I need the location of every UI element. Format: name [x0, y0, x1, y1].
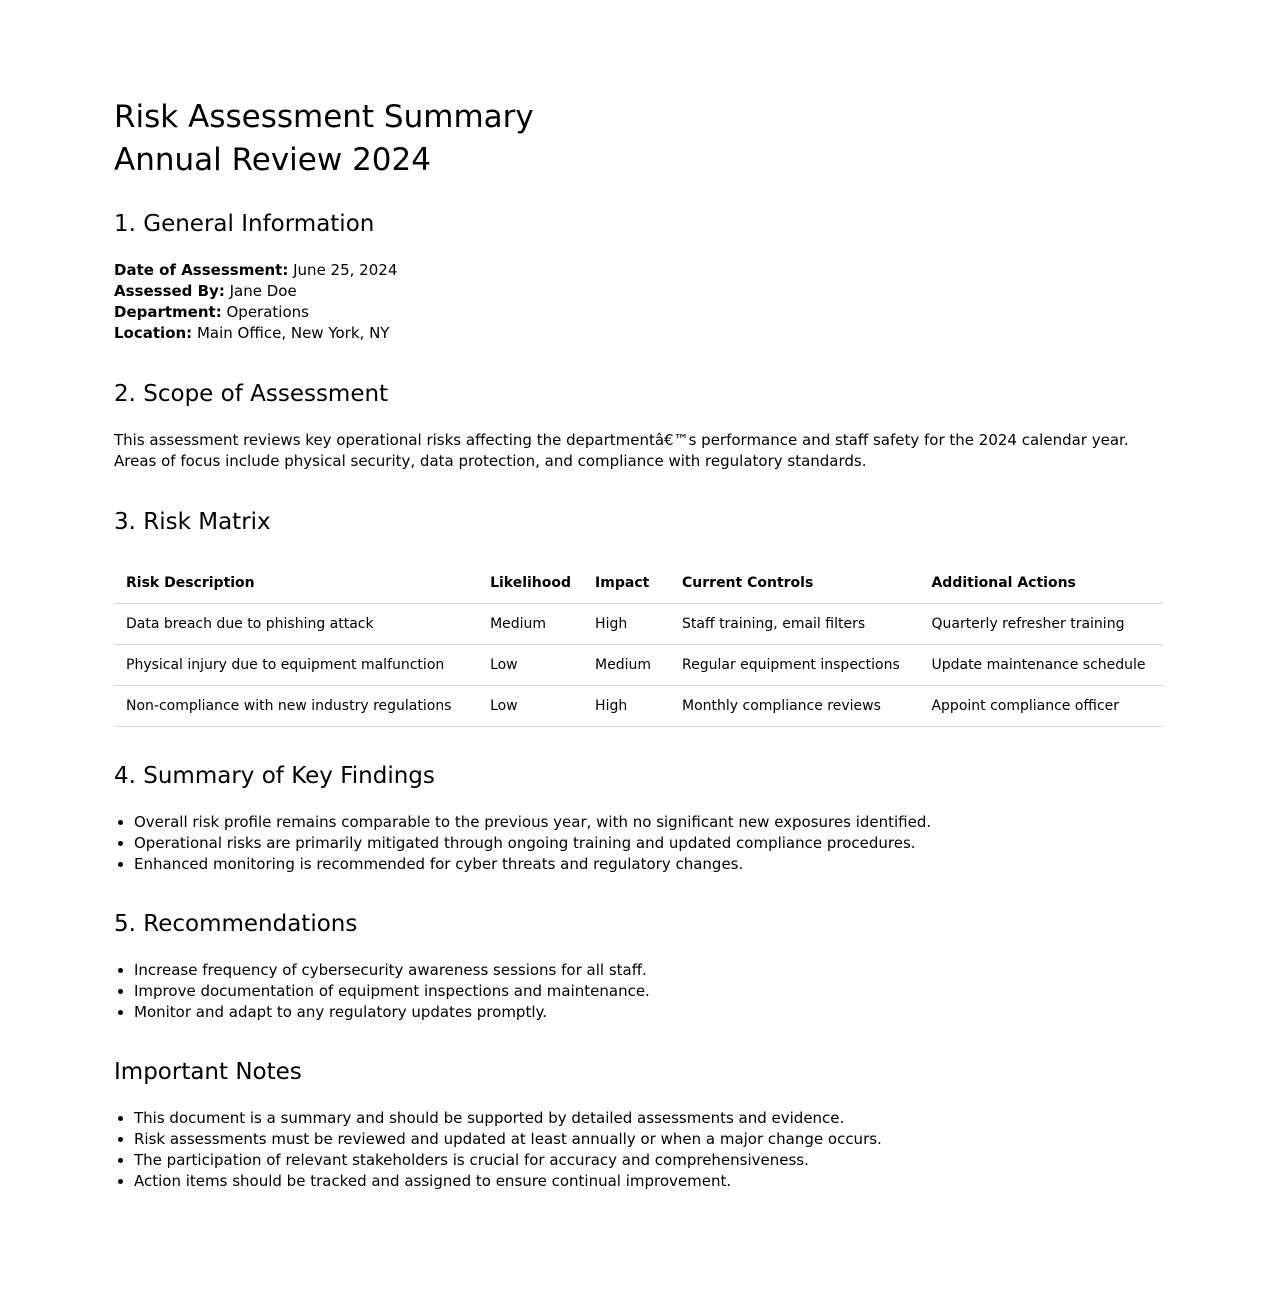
table-row [114, 604, 1164, 645]
table-cell: Update maintenance schedule [919, 645, 1164, 686]
document-title [114, 96, 1164, 182]
scope-section [114, 379, 1164, 472]
title-line-2: Annual Review 2024 [114, 142, 431, 178]
info-row-assessed-by [114, 281, 1164, 302]
list-item: • Monitor and adapt to any regulatory updates promptly. [134, 1002, 1164, 1023]
table-cell: High [583, 604, 670, 645]
list-item: • Risk assessments must be reviewed and updated at least annually or when a major change occurs. [134, 1129, 1164, 1150]
list-item: • Operational risks are primarily mitigated through ongoing training and updated compliance procedures. [134, 833, 1164, 854]
table-header-row [114, 563, 1164, 604]
info-value: Jane Doe [229, 282, 297, 300]
section-heading: 1. General Information [114, 211, 375, 237]
info-value: June 25, 2024 [293, 261, 398, 279]
column-header: Likelihood [478, 563, 583, 604]
info-value: Main Office, New York, NY [196, 324, 390, 342]
column-header: Risk Description [114, 563, 478, 604]
important-notes-section [114, 1057, 1164, 1192]
section-heading: 5. Recommendations [114, 911, 358, 937]
info-row-location [114, 323, 1164, 344]
table-row [114, 686, 1164, 727]
table-cell: Staff training, email filters [670, 604, 919, 645]
table-cell: Quarterly refresher training [919, 604, 1164, 645]
list-item: • Improve documentation of equipment inspections and maintenance. [134, 981, 1164, 1002]
list-item: • Action items should be tracked and assigned to ensure continual improvement. [134, 1171, 1164, 1192]
section-heading: 2. Scope of Assessment [114, 381, 389, 407]
section-heading: 3. Risk Matrix [114, 509, 271, 535]
list-item: • Enhanced monitoring is recommended for cyber threats and regulatory changes. [134, 854, 1164, 875]
table-cell: Regular equipment inspections [670, 645, 919, 686]
info-value: Operations [226, 303, 309, 321]
table-cell: Non-compliance with new industry regulations [114, 686, 478, 727]
recommendations-list [114, 960, 1164, 1023]
table-cell: High [583, 686, 670, 727]
column-header: Impact [583, 563, 670, 604]
column-header: Additional Actions [919, 563, 1164, 604]
info-row-date [114, 260, 1164, 281]
section-heading: Important Notes [114, 1059, 302, 1085]
risk-matrix-section [114, 507, 1164, 727]
table-cell: Appoint compliance officer [919, 686, 1164, 727]
table-cell: Low [478, 645, 583, 686]
list-item: • This document is a summary and should be supported by detailed assessments and evidence. [134, 1108, 1164, 1129]
info-label: Location: [114, 324, 193, 342]
table-cell: Medium [583, 645, 670, 686]
table-cell: Monthly compliance reviews [670, 686, 919, 727]
table-row [114, 645, 1164, 686]
table-cell: Low [478, 686, 583, 727]
scope-paragraph: This assessment reviews key operational risks affecting the departmentâ€™s performance and staff safety for the 2024 calendar year. Areas of focus include physical security, data protection, and compliance with regulatory standards. [114, 431, 1129, 470]
title-line-1: Risk Assessment Summary [114, 99, 534, 135]
info-label: Department: [114, 303, 222, 321]
info-label: Assessed By: [114, 282, 225, 300]
info-label: Date of Assessment: [114, 261, 289, 279]
list-item: • Overall risk profile remains comparable to the previous year, with no significant new exposures identified. [134, 812, 1164, 833]
info-block [114, 260, 1164, 344]
general-information-section [114, 209, 1164, 344]
info-row-department [114, 302, 1164, 323]
notes-list [114, 1108, 1164, 1192]
key-findings-section [114, 761, 1164, 875]
column-header: Current Controls [670, 563, 919, 604]
risk-matrix-table [114, 563, 1164, 727]
findings-list [114, 812, 1164, 875]
table-cell: Physical injury due to equipment malfunction [114, 645, 478, 686]
list-item: • The participation of relevant stakeholders is crucial for accuracy and comprehensiveness. [134, 1150, 1164, 1171]
table-cell: Data breach due to phishing attack [114, 604, 478, 645]
section-heading: 4. Summary of Key Findings [114, 763, 435, 789]
recommendations-section [114, 909, 1164, 1023]
table-cell: Medium [478, 604, 583, 645]
list-item: • Increase frequency of cybersecurity awareness sessions for all staff. [134, 960, 1164, 981]
